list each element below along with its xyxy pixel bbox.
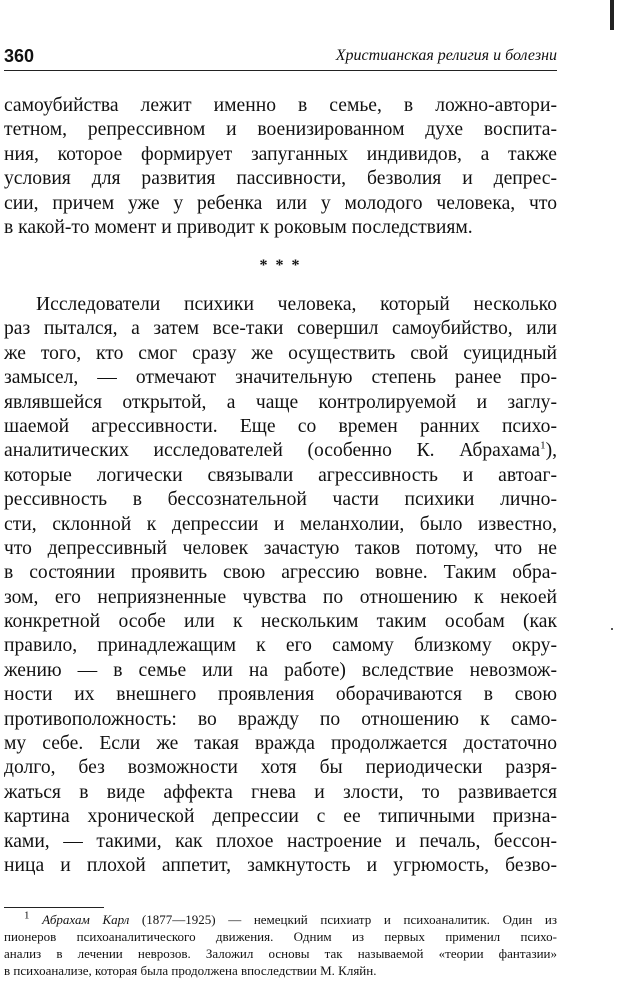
paragraph-main xyxy=(4,293,557,878)
text-line: ница и плохой аппетит, замкнутость и угрюмость, безво- xyxy=(4,854,557,876)
scan-edge-mark xyxy=(610,0,614,30)
paragraph-continued xyxy=(4,94,557,240)
page-number: 360 xyxy=(4,46,35,66)
text-line: в какой-то момент и приводит к роковым последствиям. xyxy=(4,216,473,238)
section-separator: * * * xyxy=(259,257,302,274)
ref-line-tail: ), xyxy=(545,440,557,462)
text-line: картина хронической депрессии с ее типичными призна- xyxy=(4,806,557,828)
text-line: ности их внешнего проявления оборачиваются в свою xyxy=(4,684,557,706)
footnote-line: в психоанализе, которая была продолжена впоследствии М. Кляйн. xyxy=(4,963,377,978)
footnote-marker: 1 xyxy=(24,909,30,922)
text-line: рессивность в бессознательной части психики лично- xyxy=(4,489,557,511)
text-line: противоположность: во вражду по отношению к само- xyxy=(4,708,557,730)
text-line: ния, которое формирует запуганных индивидов, а также xyxy=(4,143,557,165)
footnote-line-rest: (1877—1925) — немецкий психиатр и психоаналитик. Один из xyxy=(141,912,558,927)
text-line: Исследователи психики человека, который несколько xyxy=(36,294,557,315)
text-line: жению — в семье или на работе) вследствие невозмож- xyxy=(4,659,557,681)
text-line: что депрессивный человек зачастую таков потому, что не xyxy=(4,537,557,559)
text-line: жаться в виде аффекта гнева и злости, то развивается xyxy=(4,781,557,803)
text-line: сии, причем уже у ребенка или у молодого человека, что xyxy=(4,192,557,214)
page-header xyxy=(4,44,557,71)
text-line: конкретной особе или к нескольким таким особам (как xyxy=(4,611,557,633)
text-line: замысел, — отмечают значительную степень ранее про- xyxy=(4,367,557,389)
text-line: являвшейся открытой, а чаще контролируемой и заглу- xyxy=(4,391,557,413)
text-line: тетном, репрессивном и военизированном духе воспита- xyxy=(4,119,557,141)
text-line: в состоянии проявить свою агрессию вовне. Таким обра- xyxy=(4,562,557,584)
footnote-line xyxy=(4,911,557,928)
text-line: ками, — такими, как плохое настроение и печаль, бессон- xyxy=(4,830,557,852)
ref-line-text: аналитических исследователей (особенно К. Абрахама xyxy=(4,440,541,462)
text-line: сти, склонной к депрессии и меланхолии, было известно, xyxy=(4,513,557,535)
text-line: самоубийства лежит именно в семье, в ложно-автори- xyxy=(4,95,557,116)
running-title: Христианская религия и болезни xyxy=(335,47,557,64)
text-line: му себе. Если же такая вражда продолжается достаточно xyxy=(4,733,557,755)
text-line: долго, без возможности хотя бы периодически разря- xyxy=(4,757,557,779)
text-line: же того, кто смог сразу же осуществить свой суицидный xyxy=(4,342,557,364)
text-line: правило, принадлежащим к его самому близкому окру- xyxy=(4,635,557,657)
footnote xyxy=(4,911,557,979)
text-line: которые логически связывали агрессивность и автоаг- xyxy=(4,464,557,486)
footnote-line: анализ в лечении неврозов. Заложил основы так называемой «теории фантазии» xyxy=(4,946,557,961)
footnote-ref-marker: 1 xyxy=(540,439,546,452)
footnote-person-name: Абрахам Карл xyxy=(42,912,130,927)
text-line: раз пытался, а затем все-таки совершил самоубийство, или xyxy=(4,318,557,340)
text-line: условия для развития пассивности, безволия и депрес- xyxy=(4,168,557,190)
text-line: зом, его неприязненные чувства по отношению к некоей xyxy=(4,586,557,608)
footnote-rule xyxy=(4,907,104,908)
text-line: шаемой агрессивности. Еще со времен ранних психо- xyxy=(4,415,557,437)
scan-speck xyxy=(611,628,613,630)
footnote-line: пионеров психоаналитического движения. Одним из первых применил психо- xyxy=(4,929,557,944)
text-line-with-footnote-ref xyxy=(4,439,557,463)
